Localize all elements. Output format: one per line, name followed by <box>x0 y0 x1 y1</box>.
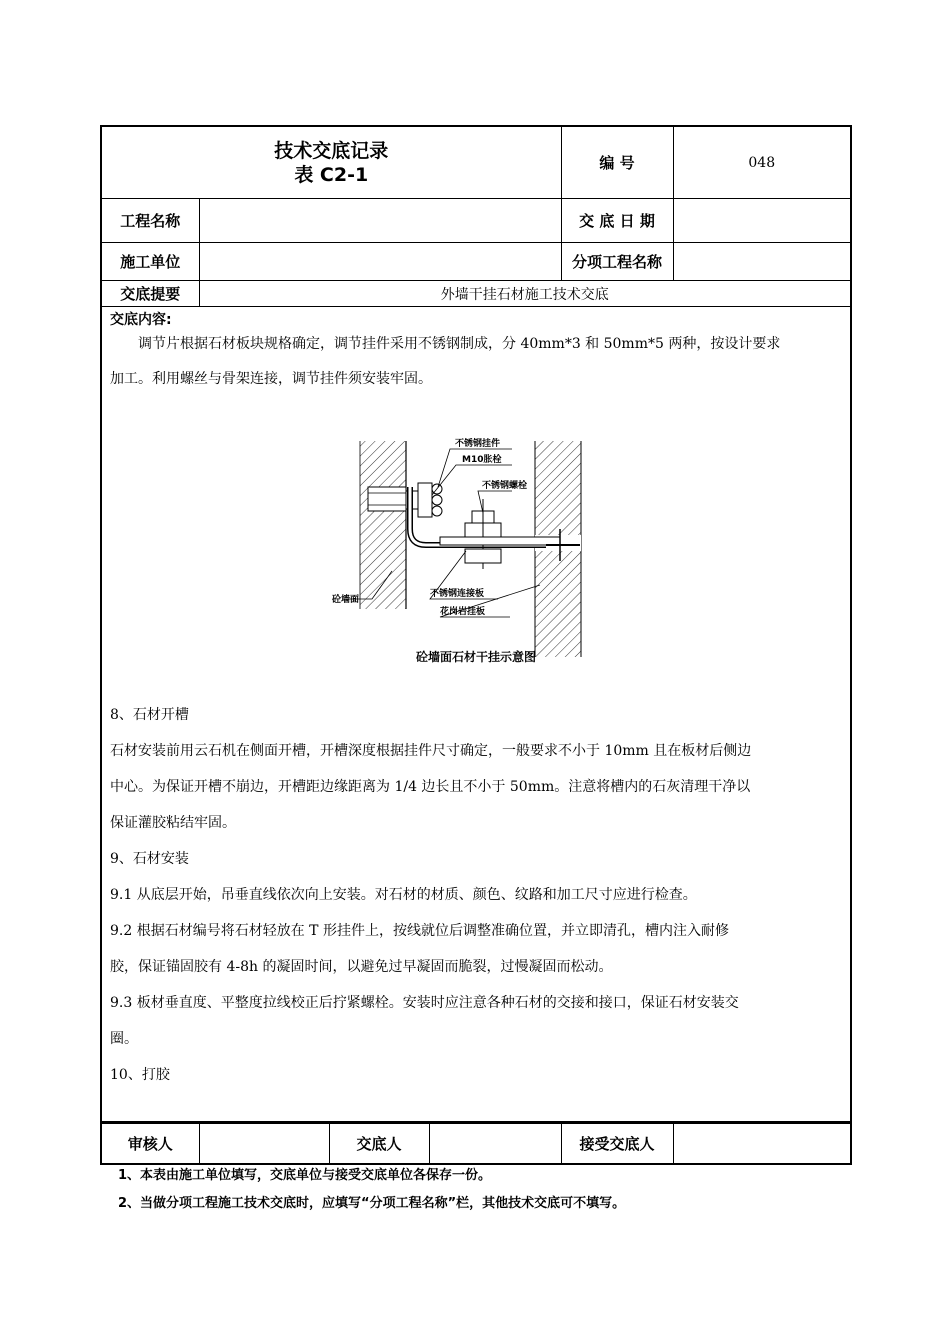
signature-table <box>100 1123 852 1165</box>
discloser-field[interactable] <box>429 1124 561 1164</box>
subproject-field[interactable] <box>673 243 851 281</box>
receiver-label: 接受交底人 <box>561 1124 673 1164</box>
section-8-line-3: 保证灌胶粘结牢固。 <box>110 815 236 831</box>
intro-line-2: 加工。利用螺丝与骨架连接，调节挂件须安装牢固。 <box>110 371 432 387</box>
section-9-2-line-2: 胶，保证锚固胶有 4-8h 的凝固时间，以避免过早凝固而脆裂，过慢凝固而松动。 <box>110 959 613 975</box>
receiver-field[interactable] <box>673 1124 851 1164</box>
label-ss-bolt: 不锈钢螺栓 <box>482 481 528 491</box>
section-10-title: 10、打胶 <box>110 1067 170 1083</box>
note-1: 1、本表由施工单位填写，交底单位与接受交底单位各保存一份。 <box>118 1168 492 1183</box>
intro-line-1: 调节片根据石材板块规格确定，调节挂件采用不锈钢制成，分 40mm*3 和 50mm*5 两种，按设计要求 <box>138 336 781 352</box>
label-granite-panel: 花岗岩挂板 <box>440 607 486 617</box>
label-m10-bolt: M10胀栓 <box>462 455 502 465</box>
section-8-title: 8、石材开槽 <box>110 707 189 723</box>
summary-field[interactable]: 外墙干挂石材施工技术交底 <box>199 281 851 307</box>
content-cell <box>101 307 851 1123</box>
form-title: 技术交底记录 <box>274 139 389 162</box>
reviewer-field[interactable] <box>199 1124 329 1164</box>
date-field[interactable] <box>673 199 851 243</box>
installation-diagram <box>110 399 842 697</box>
date-label: 交 底 日 期 <box>561 199 673 243</box>
reviewer-label: 审核人 <box>101 1124 199 1164</box>
form-table <box>100 125 852 1123</box>
discloser-label: 交底人 <box>329 1124 429 1164</box>
technical-disclosure-form <box>100 125 850 1165</box>
dry-hang-schematic <box>110 399 842 697</box>
section-9-1: 9.1 从底层开始，吊垂直线依次向上安装。对石材的材质、颜色、纹路和加工尺寸应进行检查。 <box>110 887 697 903</box>
section-9-3-line-2: 圈。 <box>110 1031 138 1047</box>
construction-unit-label: 施工单位 <box>101 243 199 281</box>
project-name-label: 工程名称 <box>101 199 199 243</box>
form-code: 表 C2-1 <box>294 163 369 186</box>
summary-label: 交底提要 <box>101 281 199 307</box>
section-9-3-line-1: 9.3 板材垂直度、平整度拉线校正后拧紧螺栓。安装时应注意各种石材的交接和接口，保证石材安装交 <box>110 995 739 1011</box>
subproject-label: 分项工程名称 <box>561 243 673 281</box>
figure-caption: 砼墙面石材干挂示意图 <box>415 650 537 664</box>
section-8-line-1: 石材安装前用云石机在侧面开槽，开槽深度根据挂件尺寸确定，一般要求不小于 10mm 且在板材后侧边 <box>110 743 752 759</box>
form-notes <box>118 1162 838 1218</box>
section-8-line-2: 中心。为保证开槽不崩边，开槽距边缘距离为 1/4 边长且不小于 50mm。注意将槽内的石灰清理干净以 <box>110 779 751 795</box>
content-heading: 交底内容: <box>110 312 172 328</box>
number-value[interactable]: 048 <box>673 126 851 199</box>
project-name-field[interactable] <box>199 199 561 243</box>
title-cell <box>101 126 561 199</box>
label-concrete-wall: 砼墙面 <box>332 595 360 605</box>
number-label: 编 号 <box>561 126 673 199</box>
label-hanger: 不锈钢挂件 <box>455 439 501 449</box>
section-9-title: 9、石材安装 <box>110 851 189 867</box>
section-9-2-line-1: 9.2 根据石材编号将石材轻放在 T 形挂件上，按线就位后调整准确位置，并立即清孔，槽内注入耐修 <box>110 923 729 939</box>
granite-panel-shape <box>535 441 581 657</box>
construction-unit-field[interactable] <box>199 243 561 281</box>
label-connecting-plate: 不锈钢连接板 <box>430 589 485 599</box>
note-2: 2、当做分项工程施工技术交底时，应填写“分项工程名称”栏，其他技术交底可不填写。 <box>118 1196 626 1211</box>
